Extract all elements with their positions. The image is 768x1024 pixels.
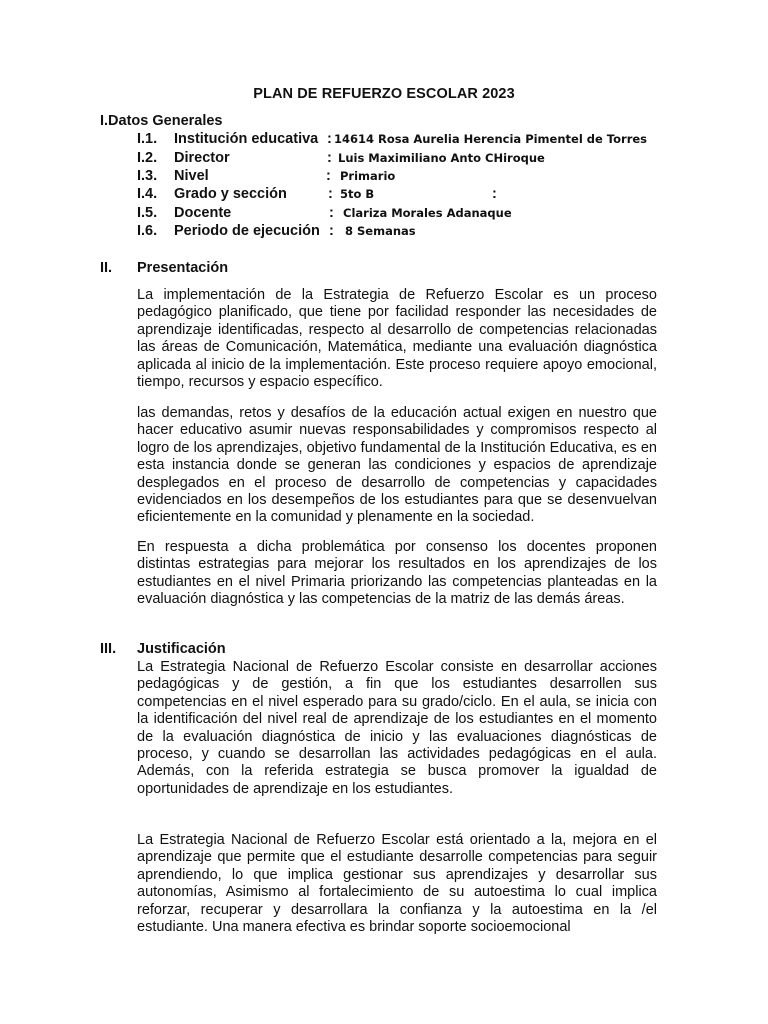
row-colon: : [327,150,332,166]
row-colon: : [327,131,332,147]
row-colon: : [329,223,334,239]
justificacion-heading: Justificación [137,641,226,657]
presentacion-paragraph-3: En respuesta a dicha problemática por consenso los docentes proponen distintas estrategias para mejorar los resultados en los aprendizajes de los estudiantes en el nivel Primaria priorizando las competencias planteadas en la evaluación diagnóstica y las competencias de la matriz de las demás áreas. [137,539,657,608]
document-title: PLAN DE REFUERZO ESCOLAR 2023 [253,86,515,102]
datos-generales-heading: I.Datos Generales [100,113,223,129]
row-value: 8 Semanas [345,224,416,238]
row-number: I.6. [137,223,158,239]
row-extra-colon: : [492,186,497,202]
justificacion-number: III. [100,641,117,657]
datos-row-grado [137,186,677,204]
row-label: Grado y sección [174,186,287,202]
datos-row-director [137,150,677,168]
datos-row-docente [137,205,677,223]
row-number: I.3. [137,168,158,184]
row-value: Luis Maximiliano Anto CHiroque [338,151,545,165]
row-number: I.1. [137,131,158,147]
presentacion-heading: Presentación [137,260,229,276]
row-colon: : [326,168,331,184]
row-value: Clariza Morales Adanaque [343,206,512,220]
row-value: 5to B [340,187,375,201]
presentacion-paragraph-2: las demandas, retos y desafíos de la educación actual exigen en nuestro que hacer educativo asumir nuevas responsabilidades y compromisos respecto al logro de los aprendizajes, objetivo fundamental de la Institución Educativa, es en esta instancia donde se generan las condiciones y espacios de aprendizaje desplegados en el proceso de desarrollo de competencias y capacidades evidenciados en los desempeños de los estudiantes para que se desenvuelvan eficientemente en la comunidad y plenamente en la sociedad. [137,405,657,526]
row-number: I.4. [137,186,158,202]
row-value: 14614 Rosa Aurelia Herencia Pimentel de Torres [334,132,648,146]
row-colon: : [329,205,334,221]
presentacion-number: II. [100,260,113,276]
row-number: I.2. [137,150,158,166]
datos-row-nivel [137,168,677,186]
row-label: Docente [174,205,232,221]
justificacion-paragraph-2: La Estrategia Nacional de Refuerzo Escolar está orientado a la, mejora en el aprendizaje que permite que el estudiante desarrolle competencias para seguir aprendiendo, lo que implica gestionar sus aprendizajes y desarrollar sus autonomías, Asimismo al fortalecimiento de su autoestima lo cual implica reforzar, recuperar y desarrollara la confianza y la autoestima en la /el estudiante. Una manera efectiva es brindar soporte socioemocional [137,832,657,936]
datos-row-periodo [137,223,677,241]
row-label: Director [174,150,230,166]
row-colon: : [328,186,333,202]
presentacion-paragraph-1: La implementación de la Estrategia de Refuerzo Escolar es un proceso pedagógico planificado, que tiene por facilidad responder las necesidades de aprendizaje identificadas, respecto al desarrollo de competencias relacionadas las áreas de Comunicación, Matemática, mediante una evaluación diagnóstica aplicada al inicio de la implementación. Este proceso requiere apoyo emocional, tiempo, recursos y espacio específico. [137,287,657,391]
justificacion-paragraph-1: La Estrategia Nacional de Refuerzo Escolar consiste en desarrollar acciones pedagógicas y de gestión, a fin que los estudiantes desarrollen sus competencias en el nivel esperado para su grado/ciclo. En el aula, se inicia con la identificación del nivel real de aprendizaje de los estudiantes en el momento de la evaluación diagnóstica de inicio y las evaluaciones diagnósticas de proceso, y cuando se desarrollan las actividades pedagógicas en el aula. Además, con la referida estrategia se busca promover la igualdad de oportunidades de aprendizaje en los estudiantes. [137,659,657,797]
row-label: Institución educativa [174,131,319,147]
datos-row-institucion [137,131,677,149]
row-label: Nivel [174,168,209,184]
row-label: Periodo de ejecución [174,223,320,239]
row-value: Primario [340,169,396,183]
row-number: I.5. [137,205,158,221]
